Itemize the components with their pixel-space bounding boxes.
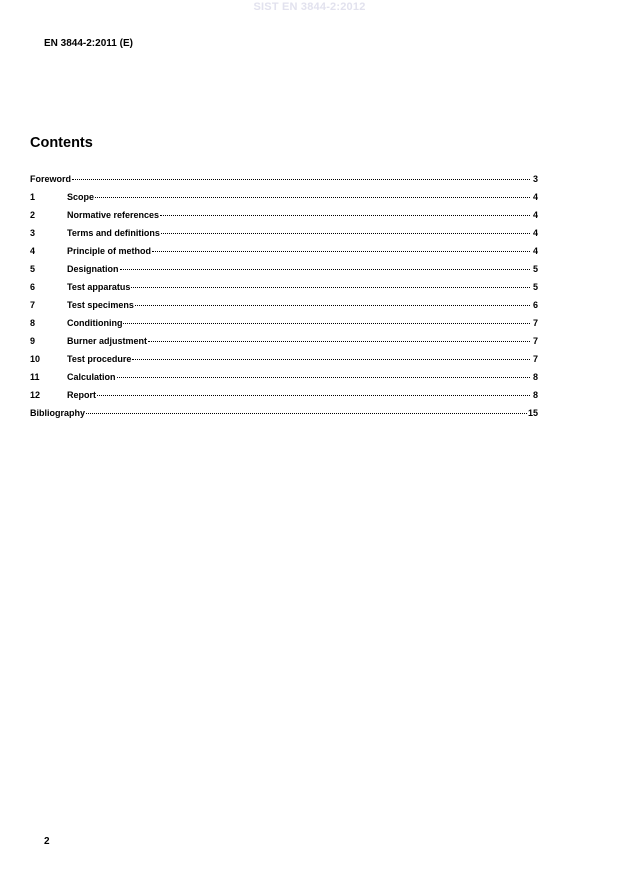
page-number: 2 xyxy=(44,836,50,847)
toc-entry-page: 4 xyxy=(532,192,538,202)
toc-entry-page: 7 xyxy=(532,354,538,364)
toc-dot-leader xyxy=(135,305,530,306)
toc-dot-leader xyxy=(132,359,530,360)
toc-entry-title: Bibliography xyxy=(30,408,86,418)
toc-dot-leader xyxy=(152,251,530,252)
toc-dot-leader xyxy=(160,215,530,216)
toc-entry-calculation[interactable] xyxy=(30,372,538,390)
toc-entry-page: 5 xyxy=(532,282,538,292)
toc-entry-number: 9 xyxy=(30,336,36,346)
toc-entry-title: Conditioning xyxy=(67,318,123,328)
toc-entry-conditioning[interactable] xyxy=(30,318,538,336)
table-of-contents xyxy=(30,174,538,426)
toc-entry-bibliography[interactable] xyxy=(30,408,538,426)
toc-dot-leader xyxy=(86,413,527,414)
toc-entry-title: Terms and definitions xyxy=(67,228,160,238)
toc-entry-page: 8 xyxy=(532,372,538,382)
toc-entry-number: 8 xyxy=(30,318,36,328)
toc-entry-page: 4 xyxy=(532,246,538,256)
toc-entry-page: 6 xyxy=(532,300,538,310)
document-id-header: EN 3844-2:2011 (E) xyxy=(44,38,133,49)
toc-entry-page: 3 xyxy=(532,174,538,184)
toc-entry-title: Designation xyxy=(67,264,119,274)
toc-entry-number: 4 xyxy=(30,246,36,256)
toc-entry-number: 12 xyxy=(30,390,41,400)
toc-entry-test-apparatus[interactable] xyxy=(30,282,538,300)
toc-dot-leader xyxy=(117,377,530,378)
toc-entry-page: 15 xyxy=(527,408,538,418)
toc-dot-leader xyxy=(72,179,530,180)
toc-entry-title: Report xyxy=(67,390,96,400)
toc-entry-number: 5 xyxy=(30,264,36,274)
toc-entry-number: 1 xyxy=(30,192,36,202)
toc-dot-leader xyxy=(161,233,530,234)
toc-entry-page: 7 xyxy=(532,336,538,346)
toc-dot-leader xyxy=(123,323,530,324)
toc-entry-normative-references[interactable] xyxy=(30,210,538,228)
toc-entry-title: Scope xyxy=(67,192,95,202)
toc-entry-burner-adjustment[interactable] xyxy=(30,336,538,354)
toc-entry-title: Test apparatus xyxy=(67,282,131,292)
toc-entry-page: 5 xyxy=(532,264,538,274)
toc-entry-number: 6 xyxy=(30,282,36,292)
toc-entry-number: 7 xyxy=(30,300,36,310)
toc-dot-leader xyxy=(148,341,530,342)
toc-entry-test-procedure[interactable] xyxy=(30,354,538,372)
toc-entry-scope[interactable] xyxy=(30,192,538,210)
toc-entry-designation[interactable] xyxy=(30,264,538,282)
toc-entry-title: Normative references xyxy=(67,210,160,220)
toc-dot-leader xyxy=(131,287,530,288)
toc-entry-title: Calculation xyxy=(67,372,116,382)
toc-entry-title: Principle of method xyxy=(67,246,152,256)
toc-entry-number: 2 xyxy=(30,210,36,220)
toc-entry-page: 8 xyxy=(532,390,538,400)
toc-entry-title: Test specimens xyxy=(67,300,134,310)
toc-entry-number: 3 xyxy=(30,228,36,238)
toc-entry-terms-and-definitions[interactable] xyxy=(30,228,538,246)
toc-entry-title: Foreword xyxy=(30,174,72,184)
toc-dot-leader xyxy=(97,395,530,396)
toc-entry-foreword[interactable] xyxy=(30,174,538,192)
toc-entry-number: 11 xyxy=(30,372,40,382)
toc-entry-page: 4 xyxy=(532,228,538,238)
contents-title: Contents xyxy=(30,135,93,151)
watermark: SIST EN 3844-2:2012 xyxy=(253,1,366,13)
toc-entry-test-specimens[interactable] xyxy=(30,300,538,318)
toc-entry-principle-of-method[interactable] xyxy=(30,246,538,264)
toc-dot-leader xyxy=(95,197,530,198)
toc-entry-number: 10 xyxy=(30,354,41,364)
toc-dot-leader xyxy=(120,269,530,270)
toc-entry-page: 4 xyxy=(532,210,538,220)
toc-entry-page: 7 xyxy=(532,318,538,328)
toc-entry-title: Test procedure xyxy=(67,354,132,364)
toc-entry-title: Burner adjustment xyxy=(67,336,148,346)
toc-entry-report[interactable] xyxy=(30,390,538,408)
